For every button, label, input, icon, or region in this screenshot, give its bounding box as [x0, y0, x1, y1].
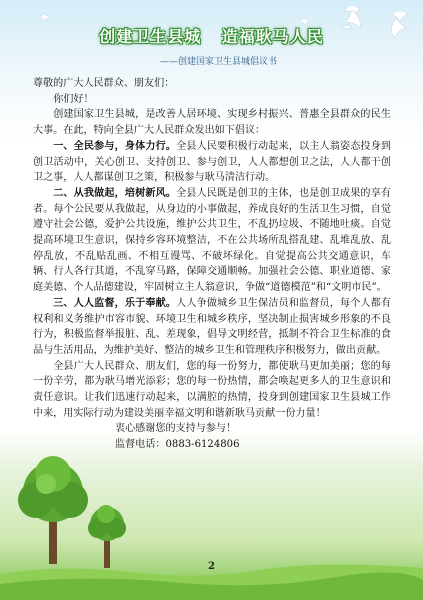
point-heading: 三、人人监督，乐于奉献。: [53, 297, 177, 309]
point-2: [33, 186, 391, 296]
intro-paragraph: 创建国家卫生县城，是改善人居环境、实现乡村振兴、普惠全县群众的民生大事。在此，特向全县广大人民群众发出如下倡议：: [33, 109, 391, 137]
page-number: 2: [208, 561, 215, 572]
letter-body: [33, 76, 391, 453]
point-heading: 一、全民参与，身体力行。: [53, 140, 177, 152]
hotline-label: 监督电话：: [115, 439, 166, 451]
page-title: 创建卫生县城 造福耿马人民: [99, 27, 324, 46]
point-3: [33, 296, 391, 359]
salutation: 尊敬的广大人民群众、朋友们：: [33, 78, 175, 89]
point-heading: 二、从我做起，培树新风。: [53, 187, 177, 199]
hotline-line: [33, 437, 391, 453]
point-text: 人人争做城乡卫生保洁员和监督员，每个人都有权利和义务维护市容市貌、环境卫生和城乡秩序，坚决制止损害城乡形象的不良行为，积极监督举报脏、乱、差现象，倡导文明经营，抵制不符合卫生标准的食品与生活用品，为维护美好、整洁的城乡卫生和管理秩序积极努力，做出贡献。: [33, 297, 392, 356]
dove-icon: [40, 15, 49, 21]
greeting: 你们好！: [53, 93, 94, 105]
thanks-line: 衷心感谢您的支持与参与！: [115, 423, 237, 435]
closing-paragraph: 全县广大人民群众、朋友们，您的每一份努力，都使耿马更加美丽；您的每一份辛劳，都为耿马增光添彩；您的每一份热情，都会唤起更多人的卫生意识和责任意识。让我们迅速行动起来，以满腔的热情，投身到创建国家卫生县城工作中来，用实际行动为建设美丽幸福文明和谐新耿马贡献一份力量！: [33, 360, 391, 419]
point-text: 全县人民既是创卫的主体，也是创卫成果的享有者。每个公民要从我做起，从身边的小事做起，养成良好的生活卫生习惯，自觉遵守社会公德，爱护公共设施，维护公共卫生，不乱扔垃圾、不随地吐痰。自觉提高环境卫生意识，保持乡容环境整洁，不在公共场所乱搭乱建、乱堆乱放、乱停乱放，不乱贴乱画、不相互谩骂、不破坏绿化。自觉提高公共交通意识，车辆、行人各行其道，不乱穿马路，保障交通顺畅。加强社会公德、职业道德、家庭美德、个人品德建设，牢固树立主人翁意识，争做“道德模范”和“文明市民”。: [33, 187, 392, 294]
point-text: 全县人民要积极行动起来，以主人翁姿态投身到创卫活动中，关心创卫、支持创卫、参与创卫，人人都想创卫之法，人人都干创卫之事，人人都谋创卫之策，积极参与耿马清洁行动。: [33, 140, 392, 184]
page-subtitle: ——创建国家卫生县城倡议书: [160, 57, 278, 67]
hotline-number[interactable]: 0883-6124806: [165, 439, 240, 451]
point-1: [33, 139, 391, 186]
